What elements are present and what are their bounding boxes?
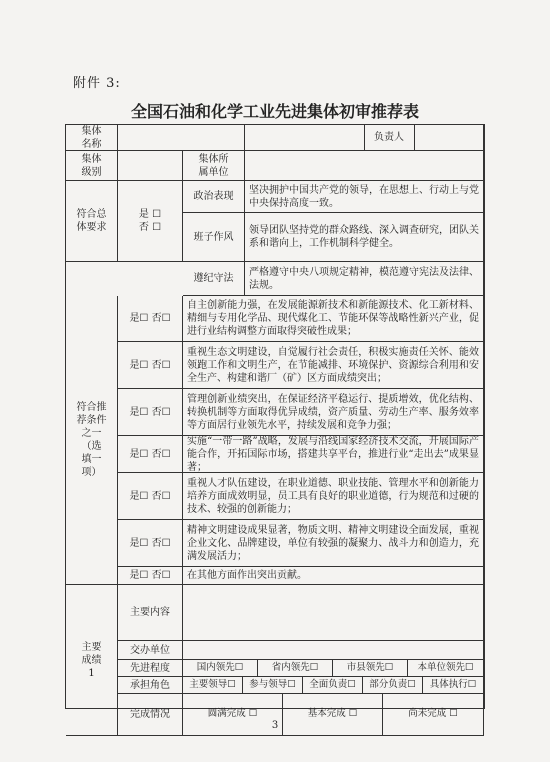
cond4-check[interactable]: 是☐ 否☐	[118, 436, 183, 473]
cond7-text: 在其他方面作出突出贡献。	[183, 567, 484, 585]
advance-opt-national[interactable]: 国内领先☐	[183, 660, 258, 676]
collective-level-field[interactable]	[118, 151, 183, 181]
recommend-conditions-label: 符合推 荐条件 之一 （选 填一 项）	[66, 296, 118, 585]
role-opt-main-lead[interactable]: 主要领导☐	[183, 677, 243, 693]
basic-no-checkbox[interactable]: 否 ☐	[138, 222, 162, 233]
team-style-text: 领导团队坚持党的群众路线、深入调查研究，团队关系和谐向上，工作机制科学健全。	[245, 213, 484, 262]
person-in-charge-label: 负责人	[365, 125, 415, 150]
collective-name-field[interactable]	[118, 125, 245, 151]
role-options	[183, 677, 484, 694]
assigning-unit-label: 交办单位	[118, 641, 183, 660]
cond7-check[interactable]: 是☐ 否☐	[118, 567, 183, 585]
law-label: 遵纪守法	[183, 262, 245, 296]
advance-opt-unit[interactable]: 本单位领先☐	[417, 661, 474, 673]
attachment-label: 附件 3:	[73, 76, 121, 91]
political-label: 政治表现	[183, 181, 245, 213]
cond5-check[interactable]: 是☐ 否☐	[118, 473, 183, 520]
main-content-label: 主要内容	[118, 585, 183, 641]
completion-opt-none[interactable]: 尚未完成 ☐	[408, 708, 458, 720]
recommend-form-table	[65, 124, 485, 720]
cond3-check[interactable]: 是☐ 否☐	[118, 389, 183, 436]
advance-level-options	[183, 660, 484, 677]
cond5-text: 重视人才队伍建设，在职业道德、职业技能、管理水平和创新能力培养方面成效明显，员工具有良好的职业道德，行为规范和过硬的技术、较强的创新能力；	[183, 473, 484, 520]
form-title: 全国石油和化学工业先进集体初审推荐表	[130, 102, 419, 121]
page-number: 3	[271, 720, 279, 731]
collective-unit-label: 集体所 属单位	[183, 151, 245, 181]
collective-unit-field[interactable]	[245, 151, 484, 181]
main-content-field[interactable]	[183, 585, 484, 641]
cond1-check[interactable]: 是☐ 否☐	[118, 296, 183, 342]
collective-level-label: 集体 级别	[66, 151, 118, 181]
completion-opt-perfect[interactable]: 圆满完成 ☐	[183, 694, 283, 735]
basic-yes-checkbox[interactable]: 是 ☐	[138, 209, 162, 220]
completion-label: 完成情况	[118, 694, 183, 736]
law-text: 严格遵守中央八项规定精神，模范遵守宪法及法律、法规。	[245, 262, 484, 296]
basic-requirements-label: 符合总 体要求	[66, 181, 118, 262]
role-opt-participate-lead[interactable]: 参与领导☐	[243, 677, 303, 693]
cond6-text: 精神文明建设成果显著，物质文明、精神文明建设全面发展，重视企业文化、品牌建设，单位有较强的凝聚力、战斗力和创造力，充满发展活力；	[183, 520, 484, 567]
cond2-text: 重视生态文明建设，自觉履行社会责任，积极实施责任关怀、能效领跑工作和文明生产，在节能减排、环境保护、资源综合利用和安全生产、构建和谐厂（矿）区方面成绩突出；	[183, 342, 484, 389]
cond3-text: 管理创新业绩突出，在保证经济平稳运行、提质增效，优化结构、转换机制等方面取得优异成绩，资产质量、劳动生产率、服务效率等方面居行业领先水平，持续发展和竞争力强；	[183, 389, 484, 436]
collective-name-field-ext[interactable]	[245, 125, 365, 150]
political-text: 坚决拥护中国共产党的领导，在思想上、行动上与党中央保持高度一致。	[245, 181, 484, 213]
role-opt-execution[interactable]: 具体执行☐	[429, 678, 477, 690]
cond4-text: 实施“一带一路”战略，发展与沿线国家经济技术交流，开展国际产能合作，开拓国际市场，搭建共享平台，推进行业“走出去”成果显著；	[183, 436, 484, 473]
basic-requirements-check[interactable]	[118, 181, 183, 262]
advance-opt-province[interactable]: 省内领先☐	[258, 660, 333, 676]
assigning-unit-field[interactable]	[183, 641, 484, 660]
role-label: 承担角色	[118, 677, 183, 694]
cond6-check[interactable]: 是☐ 否☐	[118, 520, 183, 567]
advance-level-label: 先进程度	[118, 660, 183, 677]
collective-name-label: 集体 名称	[66, 125, 118, 151]
achievement-label: 主要 成绩 1	[66, 585, 118, 736]
person-in-charge-field[interactable]	[415, 125, 484, 150]
role-opt-partial-charge[interactable]: 部分负责☐	[363, 677, 423, 693]
role-opt-full-charge[interactable]: 全面负责☐	[303, 677, 363, 693]
team-style-label: 班子作风	[183, 213, 245, 262]
completion-opt-basic[interactable]: 基本完成 ☐	[283, 694, 383, 735]
advance-opt-city[interactable]: 市县领先☐	[333, 660, 408, 676]
cond2-check[interactable]: 是☐ 否☐	[118, 342, 183, 389]
cond1-text: 自主创新能力强，在发展能源新技术和新能源技术、化工新材料、精细与专用化学品、现代煤化工、节能环保等战略性新兴产业，促进行业结构调整方面取得突破性成果；	[183, 296, 484, 342]
